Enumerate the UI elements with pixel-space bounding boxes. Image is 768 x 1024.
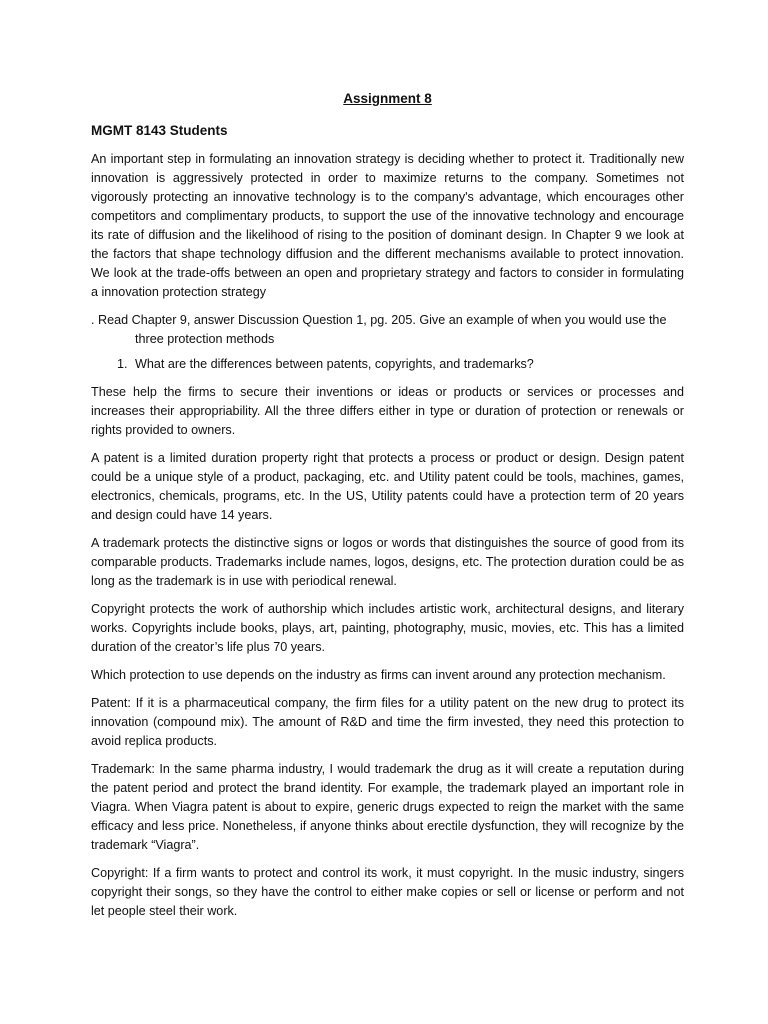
instruction-line-1: . Read Chapter 9, answer Discussion Question 1, pg. 205. Give an example of when you would use the (91, 313, 667, 327)
document-title: Assignment 8 (343, 91, 432, 106)
copyright-definition-paragraph: Copyright protects the work of authorship which includes artistic work, architectural designs, and literary works. Copyrights include books, plays, art, painting, photography, music, movies, etc. This has a limited duration of the creator’s life plus 70 years. (91, 602, 684, 654)
trademark-definition-paragraph: A trademark protects the distinctive signs or logos or words that distinguishes the source of good from its comparable products. Trademarks include names, logos, designs, etc. The protection duration could be as long as the trademark is in use with periodical renewal. (91, 536, 684, 588)
patent-definition-paragraph: A patent is a limited duration property right that protects a process or product or design. Design patent could be a unique style of a product, packaging, etc. and Utility patent could be tools, machines, games, electronics, chemicals, programs, etc. In the US, Utility patents could have a protection term of 20 years and design could have 14 years. (91, 451, 684, 522)
copyright-example-paragraph: Copyright: If a firm wants to protect and control its work, it must copyright. In the music industry, singers copyright their songs, so they have the control to either make copies or sell or license or perform and not let people steel their work. (91, 866, 684, 918)
assignment-instruction (91, 311, 684, 349)
question-text: What are the differences between patents, copyrights, and trademarks? (135, 357, 534, 371)
discussion-question (91, 355, 684, 374)
course-heading: MGMT 8143 Students (91, 123, 228, 138)
trademark-example-paragraph: Trademark: In the same pharma industry, I would trademark the drug as it will create a reputation during the patent period and protect the brand identity. For example, the trademark played an important role in Viagra. When Viagra patent is about to expire, generic drugs expected to reign the market with the same efficacy and less price. Nonetheless, if anyone thinks about erectile dysfunction, they will recognize by the trademark “Viagra”. (91, 762, 684, 852)
instruction-line-2: three protection methods (135, 332, 275, 346)
patent-example-paragraph: Patent: If it is a pharmaceutical company, the firm files for a utility patent on the new drug to protect its innovation (compound mix). The amount of R&D and time the firm invested, they need this protection to avoid replica products. (91, 696, 684, 748)
appropriability-paragraph: These help the firms to secure their inventions or ideas or products or services or processes and increases their appropriability. All the three differs either in type or duration of protection or renewals or rights provided to owners. (91, 385, 684, 437)
protection-choice-paragraph: Which protection to use depends on the industry as firms can invent around any protection mechanism. (91, 668, 666, 682)
intro-paragraph: An important step in formulating an innovation strategy is deciding whether to protect it. Traditionally new innovation is aggressively protected in order to maximize returns to the company. Sometimes not vigorously protecting an innovative technology is to the company's advantage, which encourages other competitors and complimentary products, to support the use of the innovative technology and encourage its rate of diffusion and the likelihood of rising to the position of dominant design. In Chapter 9 we look at the factors that shape technology diffusion and the different mechanisms available to protect innovation. We look at the trade-offs between an open and proprietary strategy and factors to consider in formulating a innovation protection strategy (91, 152, 684, 299)
question-number: 1. (117, 357, 128, 371)
